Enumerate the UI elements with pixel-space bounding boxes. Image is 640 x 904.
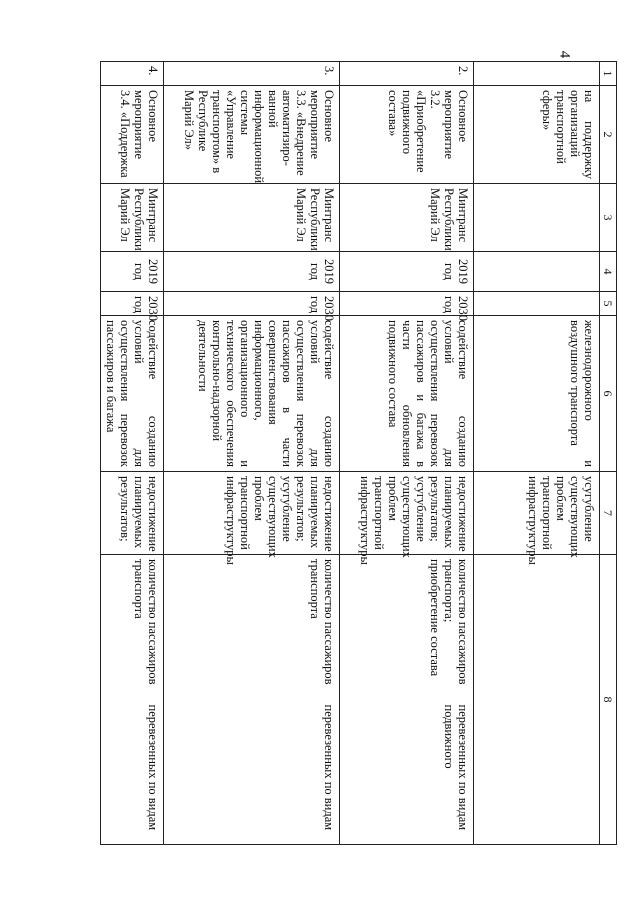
consequence: недостижение планируемых результатов; [101, 472, 164, 555]
row-number: 2. [340, 62, 474, 86]
header-cell: 6 [600, 316, 617, 472]
header-cell: 1 [600, 62, 617, 86]
events-table [100, 61, 617, 845]
table-header-row [600, 62, 617, 845]
expected-result: содействие созданию условий для осуществления перевозок пассажиров в части совершенствования информационного, организационного и технического обеспечения контрольно-надзорной деятельности [164, 316, 340, 472]
expected-result: содействие созданию условий для осуществления перевозок пассажиров и багажа в части обновления подвижного состава [340, 316, 474, 472]
end-year: 2030 год [164, 292, 340, 316]
row-number: 4. [101, 62, 164, 86]
header-cell: 7 [600, 472, 617, 555]
indicator-text-b: перевезенных по видам [322, 704, 336, 831]
expected-result: содействие созданию условий для осуществления перевозок пассажиров и багажа [101, 316, 164, 472]
end-year [474, 292, 600, 316]
indicator-text-a: количество пассажиров транспорта [308, 559, 336, 685]
row-number: 3. [164, 62, 340, 86]
table-row [101, 62, 164, 845]
start-year: 2019 год [340, 252, 474, 292]
consequence: усугубление существующих проблем транспортной инфраструктуры [474, 472, 600, 555]
consequence: недостижение планируемых результатов; усугубление существующих проблем транспортной инфраструктуры [340, 472, 474, 555]
header-cell: 4 [600, 252, 617, 292]
event-name: Основное мероприятие 3.4. «Поддержка [101, 86, 164, 184]
expected-result: железнодорожного и воздушного транспорта [474, 316, 600, 472]
indicator-cell [164, 555, 340, 845]
header-cell: 3 [600, 184, 617, 252]
table-row [474, 62, 600, 845]
rotated-table-wrapper [77, 61, 617, 844]
executor: Минтранс Республики Марий Эл [340, 184, 474, 252]
indicator-text-a: количество пассажиров транспорта; приобретение состава [428, 559, 470, 685]
indicator-cell [474, 555, 600, 845]
header-cell: 2 [600, 86, 617, 184]
end-year: 2030 год [340, 292, 474, 316]
header-cell: 8 [600, 555, 617, 845]
indicator-text-b: перевезенных по видам подвижного [442, 704, 470, 831]
event-name: Основное мероприятие 3.3. «Внедрение автоматизиро-ванной информационной системы «Управление транспортом» в Республике Марий Эл» [164, 86, 340, 184]
page-number: 4 [556, 50, 573, 59]
indicator-cell [101, 555, 164, 845]
indicator-text-b: перевезенных по видам [146, 704, 160, 831]
consequence: недостижение планируемых результатов; усугубление существующих проблем транспортной инфраструктуры [164, 472, 340, 555]
indicator-cell [340, 555, 474, 845]
table-row [164, 62, 340, 845]
start-year: 2019 год [101, 252, 164, 292]
event-name: на поддержку организаций транспортной сферы» [474, 86, 600, 184]
row-number [474, 62, 600, 86]
event-name: Основное мероприятие 3.2. «Приобретение подвижного состава» [340, 86, 474, 184]
executor: Минтранс Республики Марий Эл [101, 184, 164, 252]
executor: Минтранс Республики Марий Эл [164, 184, 340, 252]
table-row [340, 62, 474, 845]
start-year: 2019 год [164, 252, 340, 292]
executor [474, 184, 600, 252]
indicator-text-a: количество пассажиров транспорта [132, 559, 160, 685]
header-cell: 5 [600, 292, 617, 316]
start-year [474, 252, 600, 292]
end-year: 2030 год [101, 292, 164, 316]
